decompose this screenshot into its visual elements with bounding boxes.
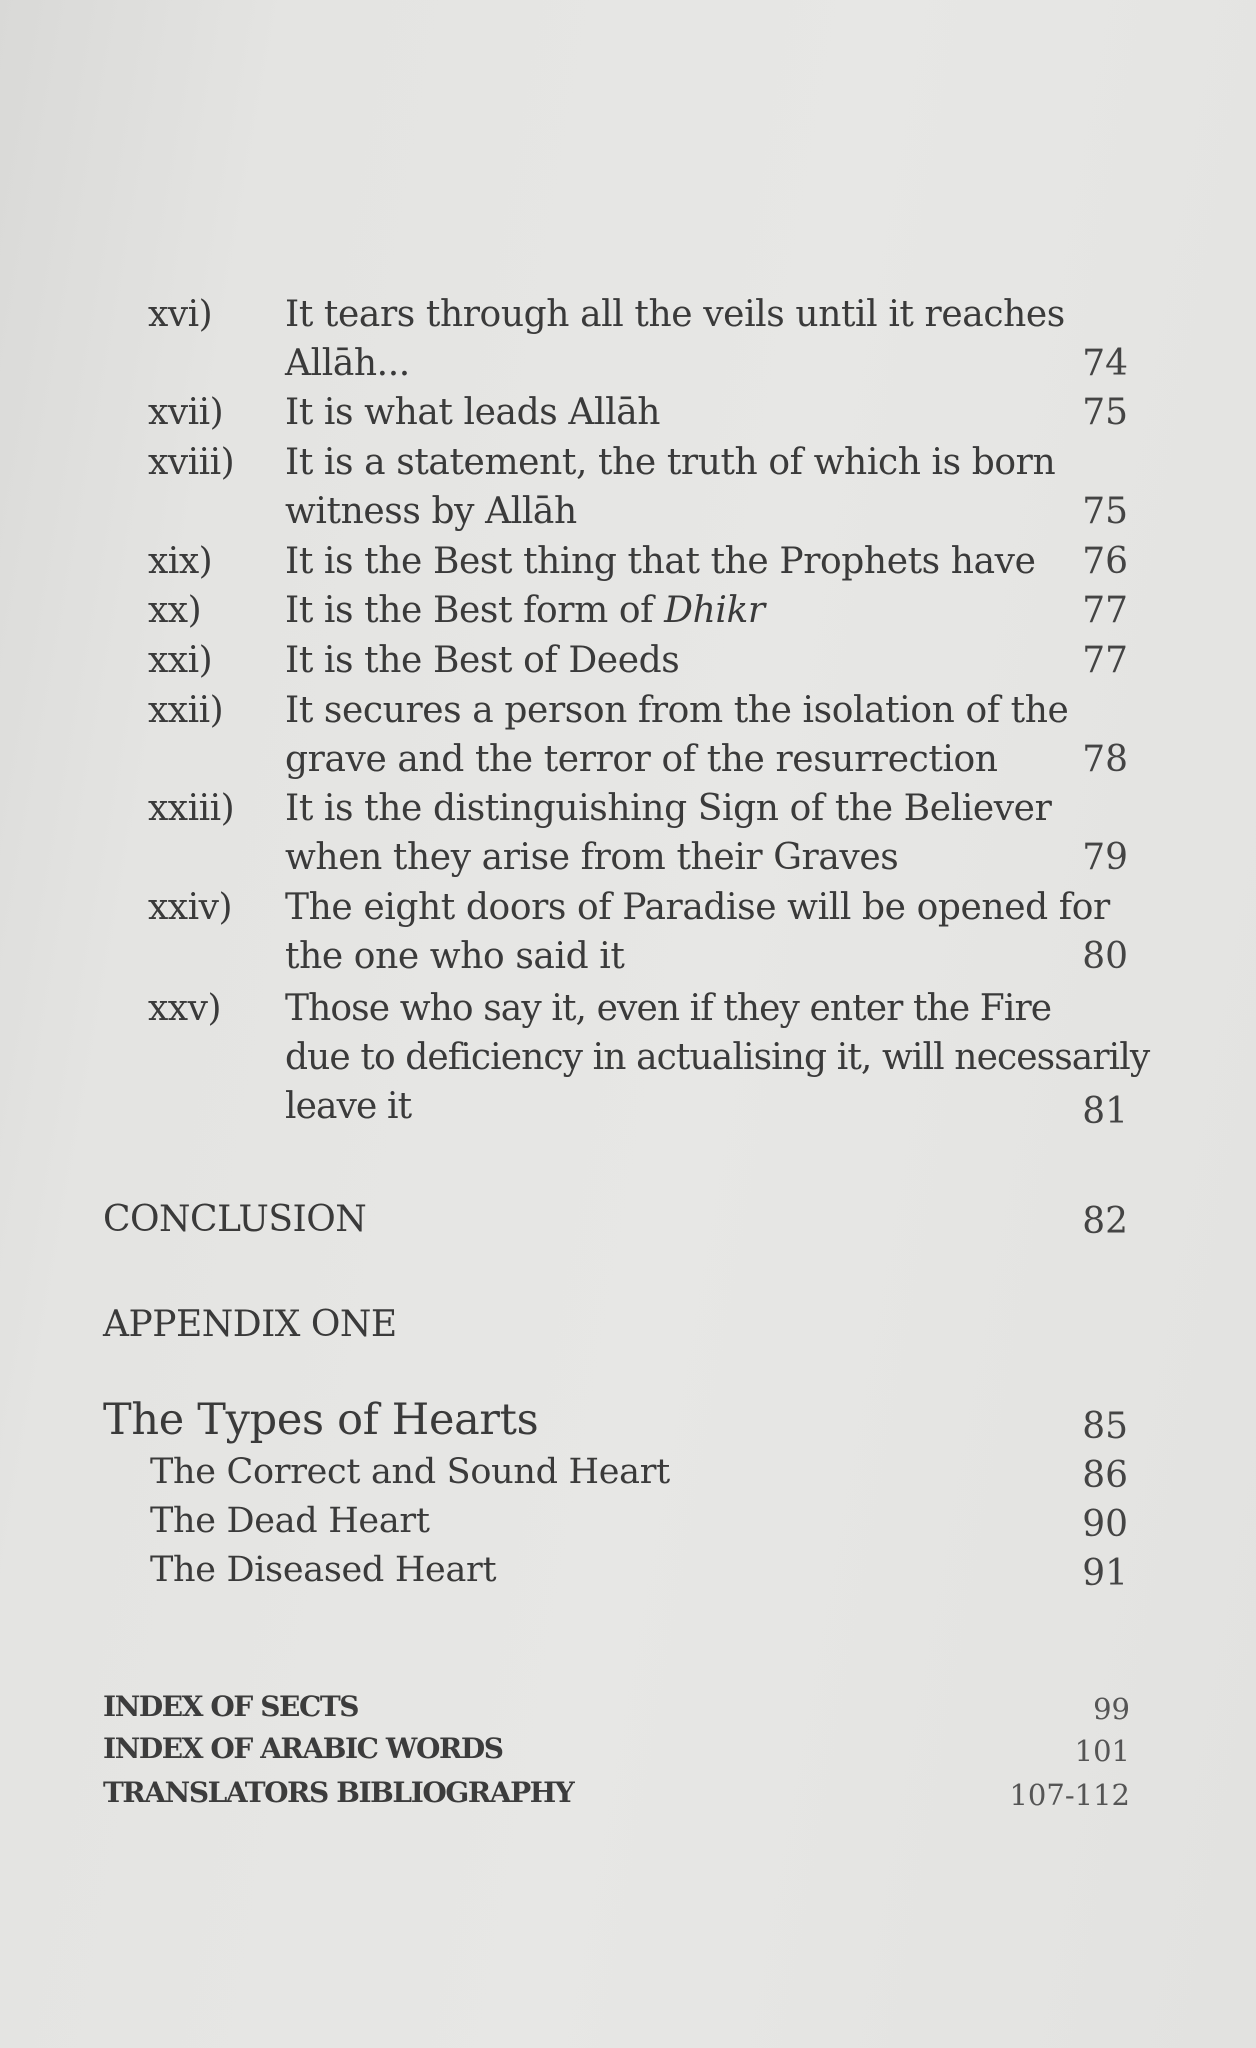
index-page-number: 99 <box>1093 1692 1130 1726</box>
entry-title <box>285 438 1095 536</box>
entry-title-line: It tears through all the veils until it reaches <box>285 294 1065 335</box>
entry-title-line: It is what leads Allāh <box>285 392 661 433</box>
entry-title-line: Allāh... <box>285 343 410 384</box>
entry-title-line: It is a statement, the truth of which is born <box>285 442 1056 483</box>
index-title: INDEX OF SECTS <box>103 1690 359 1723</box>
sub-entry-page-number: 90 <box>1082 1504 1128 1545</box>
entry-number: xx) <box>148 590 202 631</box>
index-title: INDEX OF ARABIC WORDS <box>103 1732 503 1765</box>
entry-title-italic: Dhikr <box>664 590 765 631</box>
sub-entry-title: The Dead Heart <box>150 1501 430 1541</box>
entry-number: xvi) <box>148 294 213 335</box>
types-of-hearts-page-number: 85 <box>1082 1406 1128 1447</box>
entry-page-number: 81 <box>1082 1091 1128 1132</box>
types-of-hearts-title: The Types of Hearts <box>103 1395 539 1445</box>
entry-title <box>285 537 1095 586</box>
entry-page-number: 75 <box>1082 491 1128 532</box>
conclusion-heading: CONCLUSION <box>103 1199 367 1240</box>
entry-page-number: 76 <box>1082 541 1128 582</box>
entry-title-line: It is the Best of Deeds <box>285 640 680 681</box>
entry-title-line: when they arise from their Graves <box>285 837 899 878</box>
entry-title <box>285 388 1095 437</box>
entry-title <box>285 686 1095 784</box>
entry-title-prefix: It is the Best form of <box>285 590 665 631</box>
entry-number: xxiv) <box>148 887 233 928</box>
entry-number: xix) <box>148 541 213 582</box>
entry-page-number: 80 <box>1082 936 1128 977</box>
index-page-number: 101 <box>1074 1734 1130 1768</box>
entry-number: xxii) <box>148 690 224 731</box>
entry-title-line: the one who said it <box>285 936 625 977</box>
entry-title-line <box>285 586 1095 635</box>
entry-number: xvii) <box>148 392 224 433</box>
entry-title-line: The eight doors of Paradise will be opened for <box>285 887 1110 928</box>
sub-entry-page-number: 91 <box>1082 1553 1128 1594</box>
entry-title <box>285 636 1095 685</box>
entry-title <box>285 290 1095 388</box>
sub-entry-title: The Diseased Heart <box>150 1550 497 1590</box>
entry-title-line: Those who say it, even if they enter the Fire <box>285 988 1052 1029</box>
entry-title <box>285 784 1095 882</box>
entry-title-line: It secures a person from the isolation of the <box>285 690 1069 731</box>
entry-title-line: leave it <box>285 1086 412 1127</box>
entry-title-line: It is the Best thing that the Prophets have <box>285 541 1036 582</box>
entry-title-line: witness by Allāh <box>285 491 577 532</box>
entry-page-number: 77 <box>1082 640 1128 681</box>
entry-number: xxiii) <box>148 788 235 829</box>
entry-title-line: grave and the terror of the resurrection <box>285 739 998 780</box>
entry-title-line: It is the distinguishing Sign of the Believer <box>285 788 1052 829</box>
index-title: TRANSLATORS BIBLIOGRAPHY <box>103 1776 574 1809</box>
appendix-heading: APPENDIX ONE <box>103 1304 397 1345</box>
entry-number: xviii) <box>148 442 235 483</box>
entry-number: xxi) <box>148 640 213 681</box>
entry-page-number: 78 <box>1082 739 1128 780</box>
sub-entry-page-number: 86 <box>1082 1455 1128 1496</box>
entry-page-number: 77 <box>1082 590 1128 631</box>
entry-title-line: due to deficiency in actualising it, will necessarily <box>285 1037 1150 1078</box>
entry-page-number: 79 <box>1082 837 1128 878</box>
entry-page-number: 75 <box>1082 392 1128 433</box>
conclusion-page-number: 82 <box>1082 1201 1128 1242</box>
entry-page-number: 74 <box>1082 343 1128 384</box>
entry-title <box>285 586 1095 635</box>
sub-entry-title: The Correct and Sound Heart <box>150 1452 670 1492</box>
index-page-number: 107-112 <box>1009 1778 1130 1812</box>
entry-number: xxv) <box>148 988 221 1029</box>
